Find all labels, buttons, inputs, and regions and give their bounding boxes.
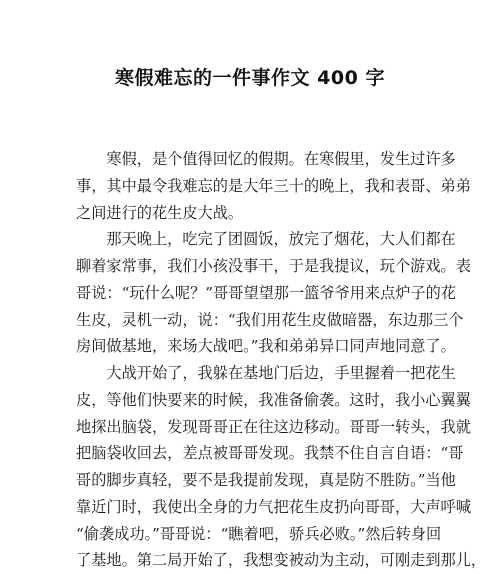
text-line: 那天晚上，吃完了团圆饭，放完了烟花，大人们都在 [76, 230, 456, 249]
text-line: 地探出脑袋，发现哥哥正在往这边移动。哥哥一转头，我就 [76, 417, 471, 436]
essay-body [76, 146, 487, 574]
text-line: 皮，等他们快要来的时候，我准备偷袭。这时，我小心翼翼 [76, 390, 471, 409]
text-line: 事，其中最令我难忘的是大年三十的晚上，我和表哥、弟弟 [76, 176, 471, 195]
text-line: 把脑袋收回去，差点被哥哥发现。我禁不住自言自语：“哥 [76, 444, 464, 463]
text-line: 了基地。第二局开始了，我想变被动为主动，可刚走到那儿， [76, 551, 487, 570]
page-title: 寒假难忘的一件事作文 400 字 [115, 67, 385, 89]
text-line: 靠近门时，我使出全身的力气把花生皮扔向哥哥，大声呼喊 [76, 497, 471, 516]
text-line: 哥的脚步真轻，要不是我提前发现，真是防不胜防。”当他 [76, 471, 456, 489]
text-line: 寒假，是个值得回忆的假期。在寒假里，发生过许多 [76, 150, 456, 168]
text-line: 之间进行的花生皮大战。 [76, 203, 244, 222]
text-line: 大战开始了，我躲在基地门后边，手里握着一把花生 [76, 364, 456, 382]
text-line: 房间做基地，来场大战吧。”我和弟弟异口同声地同意了。 [76, 337, 456, 356]
text-line: 聊着家常事，我们小孩没事干，于是我提议，玩个游戏。表 [76, 257, 471, 275]
text-line: “偷袭成功。”哥哥说：“瞧着吧，骄兵必败。”然后转身回 [76, 524, 442, 543]
text-line: 生皮，灵机一动，说：“我们用花生皮做暗器，东边那三个 [76, 310, 464, 329]
text-line: 哥说：“玩什么呢？”哥哥望望那一篮爷爷用来点炉子的花 [76, 283, 457, 302]
